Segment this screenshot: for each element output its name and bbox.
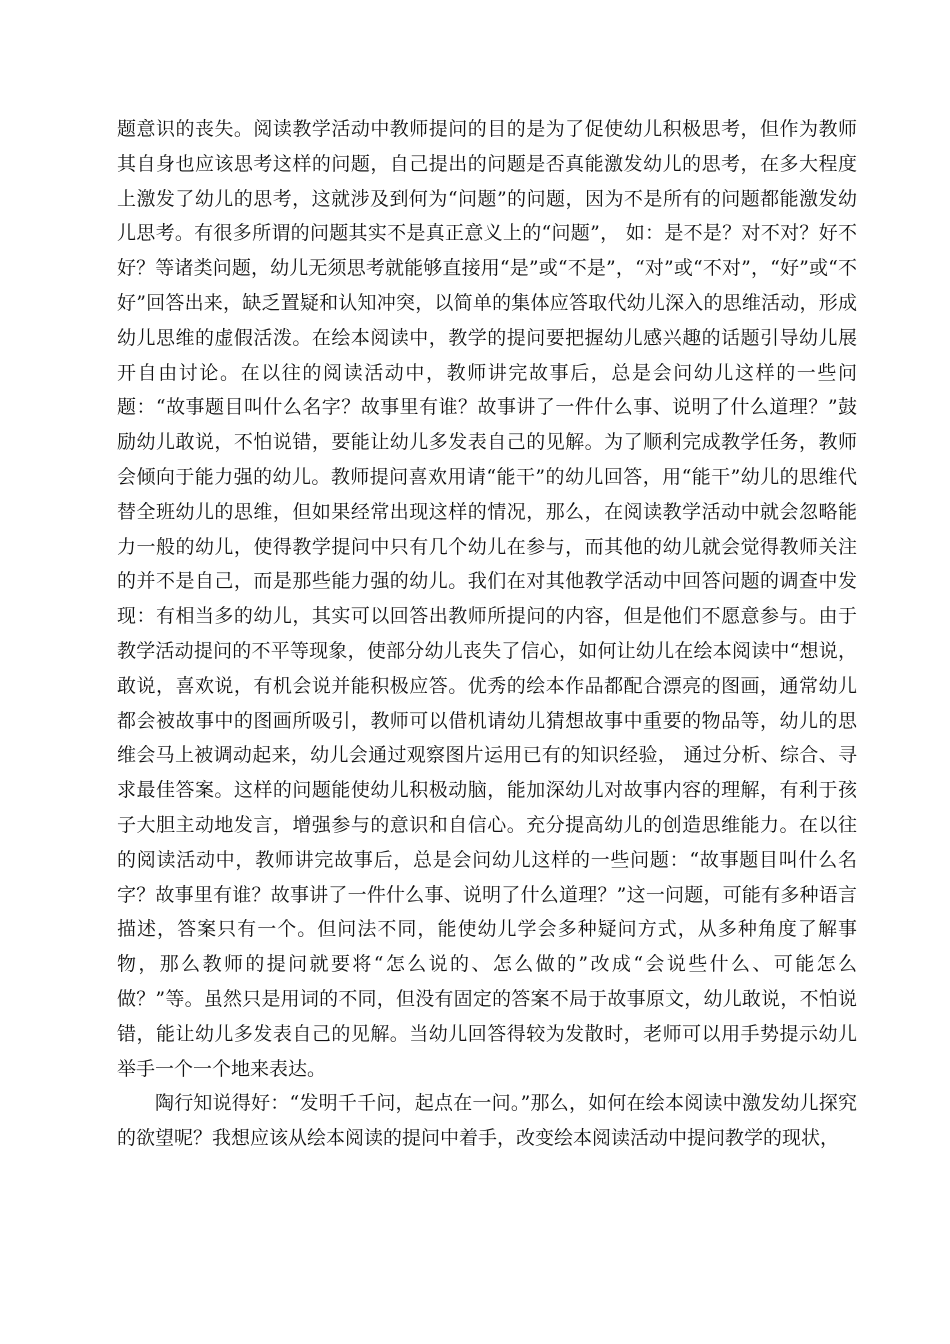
body-text: [117, 112, 857, 1156]
paragraph-tao-xingzhi: 陶行知说得好：“发明千千问，起点在一问。”那么，如何在绘本阅读中激发幼儿探究的欲望呢？我想应该从绘本阅读的提问中着手，改变绘本阅读活动中提问教学的现状，: [117, 1092, 857, 1150]
paragraph-continued: 题意识的丧失。阅读教学活动中教师提问的目的是为了促使幼儿积极思考，但作为教师其自身也应该思考这样的问题，自己提出的问题是否真能激发幼儿的思考，在多大程度上激发了幼儿的思考，这就涉及到何为“问题”的问题，因为不是所有的问题都能激发幼儿思考。有很多所谓的问题其实不是真正意义上的“问题”， 如：是不是？对不对？好不好？等诸类问题，幼儿无须思考就能够直接用“是”或“不是”，“对”或“不对”，“好”或“不好”回答出来，缺乏置疑和认知冲突，以简单的集体应答取代幼儿深入的思维活动，形成幼儿思维的虚假活泼。在绘本阅读中，教学的提问要把握幼儿感兴趣的话题引导幼儿展开自由讨论。在以往的阅读活动中，教师讲完故事后，总是会问幼儿这样的一些问题：“故事题目叫什么名字？故事里有谁？故事讲了一件什么事、说明了什么道理？”鼓励幼儿敢说，不怕说错，要能让幼儿多发表自己的见解。为了顺利完成教学任务，教师会倾向于能力强的幼儿。教师提问喜欢用请“能干”的幼儿回答，用“能干”幼儿的思维代替全班幼儿的思维，但如果经常出现这样的情况，那么，在阅读教学活动中就会忽略能力一般的幼儿，使得教学提问中只有几个幼儿在参与，而其他的幼儿就会觉得教师关注的并不是自己，而是那些能力强的幼儿。我们在对其他教学活动中回答问题的调查中发现：有相当多的幼儿，其实可以回答出教师所提问的内容，但是他们不愿意参与。由于教学活动提问的不平等现象，使部分幼儿丧失了信心，如何让幼儿在绘本阅读中“想说，敢说，喜欢说，有机会说并能积极应答。优秀的绘本作品都配合漂亮的图画，通常幼儿都会被故事中的图画所吸引，教师可以借机请幼儿猜想故事中重要的物品等，幼儿的思维会马上被调动起来，幼儿会通过观察图片运用已有的知识经验， 通过分析、综合、寻求最佳答案。这样的问题能使幼儿积极动脑，能加深幼儿对故事内容的理解，有利于孩子大胆主动地发言，增强参与的意识和自信心。充分提高幼儿的创造思维能力。在以往的阅读活动中，教师讲完故事后，总是会问幼儿这样的一些问题：“故事题目叫什么名字？故事里有谁？故事讲了一件什么事、说明了什么道理？”这一问题，可能有多种语言描述，答案只有一个。但问法不同，能使幼儿学会多种疑问方式，从多种角度了解事物，那么教师的提问就要将“怎么说的、怎么做的”改成“会说些什么、可能怎么做？”等。虽然只是用词的不同，但没有固定的答案不局于故事原文，幼儿敢说，不怕说错，能让幼儿多发表自己的见解。当幼儿回答得较为发散时，老师可以用手势提示幼儿举手一个一个地来表达。: [117, 118, 857, 1080]
